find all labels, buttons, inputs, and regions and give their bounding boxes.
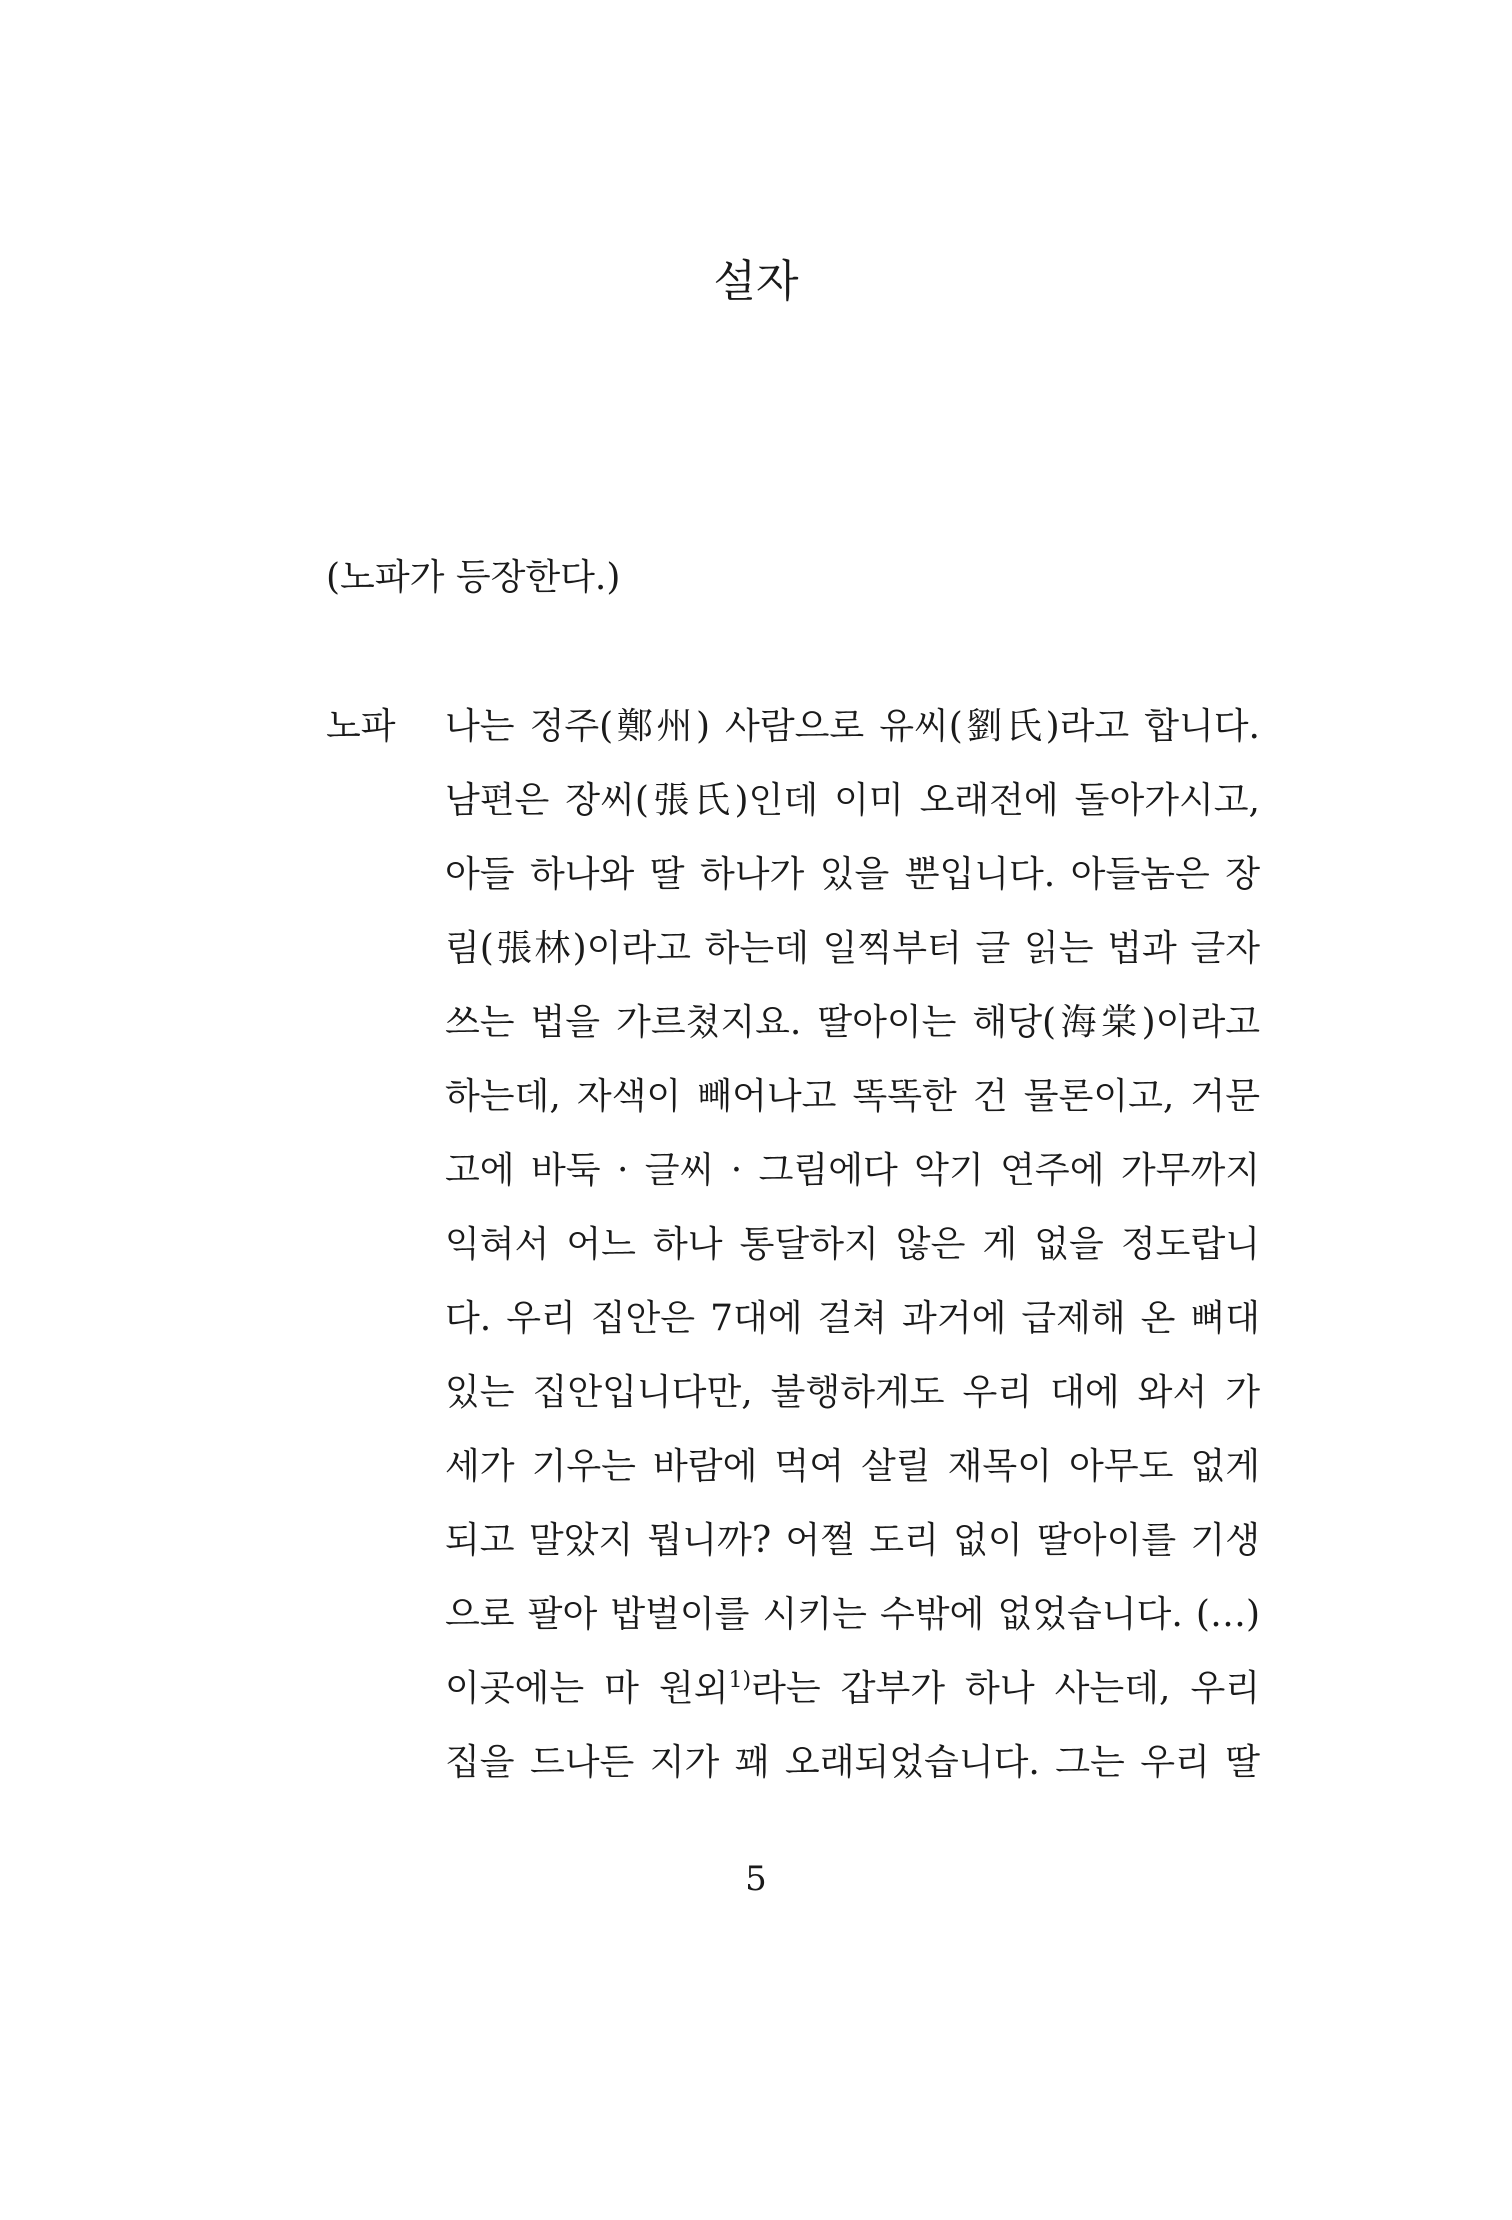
speech-line: 집을 드나든 지가 꽤 오래되었습니다. 그는 우리 딸 <box>445 1742 1260 1783</box>
speech-line: 고에 바둑 · 글씨 · 그림에다 악기 연주에 가무까지 <box>445 1150 1260 1191</box>
speech-line: 있는 집안입니다만, 불행하게도 우리 대에 와서 가 <box>445 1372 1260 1413</box>
speech-line: 아들 하나와 딸 하나가 있을 뿐입니다. 아들놈은 장 <box>445 854 1260 895</box>
speech-line-with-footnote <box>445 1659 1260 1733</box>
speech-text: 이곳에는 마 원외 <box>445 1668 729 1709</box>
page-title: 설자 <box>713 256 799 307</box>
speech-line: 으로 팔아 밥벌이를 시키는 수밖에 없었습니다. (…) <box>445 1594 1260 1635</box>
speech-line: 하는데, 자색이 빼어나고 똑똑한 건 물론이고, 거문 <box>445 1076 1260 1117</box>
stage-direction: (노파가 등장한다.) <box>326 557 621 598</box>
speech-line: 나는 정주(鄭州) 사람으로 유씨(劉氏)라고 합니다. <box>445 706 1260 747</box>
footnote-reference[interactable]: 1) <box>728 1668 752 1693</box>
speech-line: 쓰는 법을 가르쳤지요. 딸아이는 해당(海棠)이라고 <box>445 1002 1260 1043</box>
page-number: 5 <box>745 1859 767 1899</box>
speech-text: 라는 갑부가 하나 사는데, 우리 <box>751 1668 1261 1709</box>
speech-line: 다. 우리 집안은 7대에 걸쳐 과거에 급제해 온 뼈대 <box>445 1298 1260 1339</box>
speaker-name: 노파 <box>326 706 396 747</box>
speech-block <box>445 697 1260 1807</box>
speech-line: 림(張林)이라고 하는데 일찍부터 글 읽는 법과 글자 <box>445 928 1260 969</box>
speech-line: 세가 기우는 바람에 먹여 살릴 재목이 아무도 없게 <box>445 1446 1260 1487</box>
speech-line: 되고 말았지 뭡니까? 어쩔 도리 없이 딸아이를 기생 <box>445 1520 1260 1561</box>
speech-line: 남편은 장씨(張氏)인데 이미 오래전에 돌아가시고, <box>445 780 1260 821</box>
speech-line: 익혀서 어느 하나 통달하지 않은 게 없을 정도랍니 <box>445 1224 1260 1265</box>
